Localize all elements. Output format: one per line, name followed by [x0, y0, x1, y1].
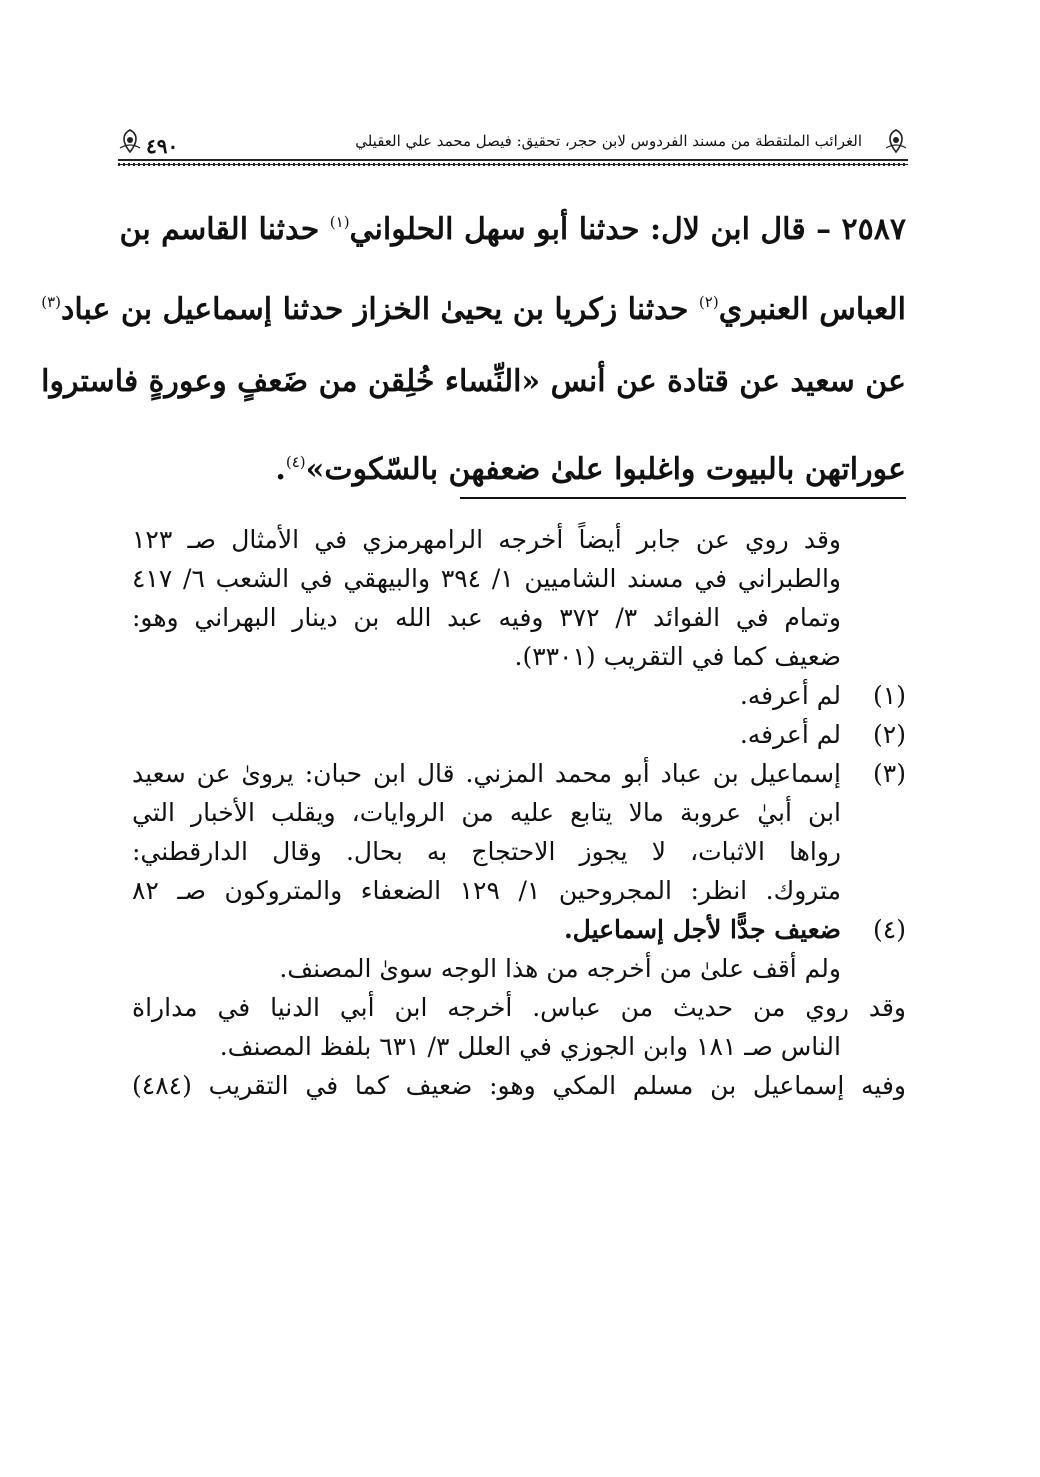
footnote-mark: (٣) [41, 293, 61, 311]
footnote-mark: (٢) [698, 293, 719, 311]
footnote-2: (٢)لم أعرفه. [132, 715, 906, 754]
footnote-3: (٣)إسماعيل بن عباد أبو محمد المزني. قال ابن حبان: يروىٰ عن سعيد [132, 754, 906, 793]
text-line: ٢٥٨٧ – قال ابن لال: حدثنا أبو سهل الحلواني$^{(١)}$ حدثنا القاسم بن [119, 212, 906, 247]
footnote-number: (٤) [873, 915, 906, 944]
note-line: والطبراني في مسند الشاميين ١/ ٣٩٤ والبيهقي في الشعب ٦/ ٤١٧ [132, 564, 841, 593]
note-line: متروك. انظر: المجروحين ١/ ١٢٩ الضعفاء والمتروكون صـ ٨٢ [132, 876, 842, 905]
note-line: وقد روي من حديث من عباس. أخرجه ابن أبي الدنيا في مداراة [132, 993, 906, 1022]
footnote-number: (٣) [873, 759, 906, 788]
header-title: الغرائب الملتقطة من مسند الفردوس لابن حجر، تحقيق: فيصل محمد علي العقيلي [355, 132, 862, 150]
ornament-icon [884, 128, 908, 154]
note-line: وقد روي عن جابر أيضاً أخرجه الرامهرمزي في الأمثال صـ ١٢٣ [132, 525, 841, 554]
footnotes [132, 520, 906, 1105]
note-line: ولم أقف علىٰ من أخرجه من هذا الوجه سوىٰ المصنف. [279, 954, 841, 983]
footnote-mark: (١) [329, 213, 350, 231]
main-text [41, 182, 906, 502]
footnote-4: (٤)ضعيف جدًّا لأجل إسماعيل. [132, 910, 906, 949]
note-line: الناس صـ ١٨١ وابن الجوزي في العلل ٣/ ٦٣١ بلفظ المصنف. [219, 1032, 841, 1061]
footnote-number: (١) [873, 681, 906, 710]
ornament-icon [118, 128, 142, 154]
footnote-number: (٢) [873, 720, 906, 749]
text-line: عن سعيد عن قتادة عن أنس «النِّساء خُلِقن من ضَعفٍ وعورةٍ فاستروا [41, 364, 906, 399]
note-line: وفيه إسماعيل بن مسلم المكي وهو: ضعيف كما في التقريب (٤٨٤) [132, 1071, 906, 1100]
text-line: العباس العنبري$^{(٢)}$ حدثنا زكريا بن يحيىٰ الخزاز حدثنا إسماعيل بن عباد$^{(٣)}$ [41, 292, 906, 327]
note-line: رواها الاثبات، لا يجوز الاحتجاج به بحال. وقال الدارقطني: [132, 837, 841, 866]
text-line: عوراتهن بالبيوت واغلبوا علىٰ ضعفهن بالسّكوت»$^{(٤)}$. [275, 452, 906, 487]
footnote-mark: (٤) [285, 453, 306, 471]
footnote-1: (١)لم أعرفه. [132, 676, 906, 715]
note-line: ضعيف كما في التقريب (٣٣٠١). [514, 642, 841, 671]
page-number: ٤٩٠ [146, 134, 179, 158]
note-line: ابن أبيٰ عروبة مالا يتابع عليه من الروايات، ويقلب الأخبار التي [132, 798, 841, 827]
footnote-separator [460, 497, 906, 499]
running-header [118, 128, 908, 158]
header-rule [118, 159, 908, 165]
note-line: وتمام في الفوائد ٣/ ٣٧٢ وفيه عبد الله بن دينار البهراني وهو: [132, 603, 842, 632]
